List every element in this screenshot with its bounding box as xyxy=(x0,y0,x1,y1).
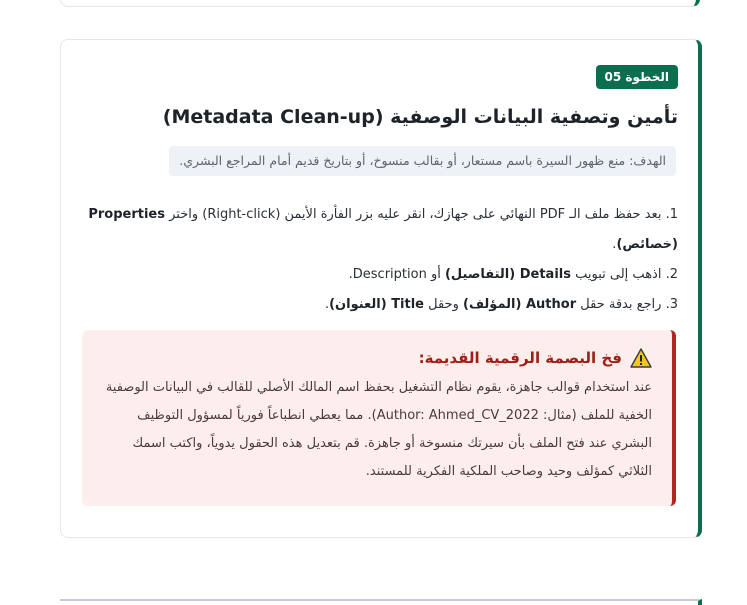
instruction-list xyxy=(78,200,678,320)
list-item-bold: Author (المؤلف) xyxy=(463,297,577,312)
goal-box: الهدف: منع ظهور السيرة باسم مستعار، أو بقالب منسوخ، أو بتاريخ قديم أمام المراجع البشري. xyxy=(169,146,676,176)
list-item-suffix: . xyxy=(612,237,617,252)
previous-step-card xyxy=(60,0,700,7)
step-card xyxy=(60,39,702,538)
list-item-text: 1. بعد حفظ ملف الـ PDF النهائي على جهازك، انقر عليه بزر الفأرة الأيمن (Right-click) واختر xyxy=(164,207,678,222)
list-item-middle: وحقل xyxy=(424,297,463,312)
warning-body: عند استخدام قوالب جاهزة، يقوم نظام التشغيل بحفظ اسم المالك الأصلي للقالب في البيانات الوصفية الخفية للملف (مثال: Author: Ahmed_CV_2022). مما يعطي انطباعاً فورياً لمسؤول التوظيف البشري عند فتح الملف بأن سيرتك منسوخة أو جاهزة. قم بتعديل هذه الحقول يدوياً، واكتب اسمك الثلاثي كمؤلف وحيد وصاحب الملكية الفكرية للمستند. xyxy=(105,380,652,479)
list-item xyxy=(78,260,678,290)
step-title: تأمين وتصفية البيانات الوصفية (Metadata Clean-up) xyxy=(162,106,678,128)
list-item xyxy=(78,200,678,260)
list-item-suffix: . xyxy=(324,297,330,312)
warning-title: فخ البصمة الرقمية القديمة: xyxy=(418,349,622,367)
list-item-text: 2. اذهب إلى تبويب xyxy=(570,267,678,282)
warning-triangle-icon xyxy=(630,348,652,368)
warning-box xyxy=(82,330,676,506)
warning-heading xyxy=(102,348,652,368)
list-item-suffix: أو Description. xyxy=(348,267,445,282)
next-step-card xyxy=(60,599,702,605)
list-item-bold: Details (التفاصيل) xyxy=(444,267,571,282)
list-item xyxy=(78,290,678,320)
list-item-bold: Properties (خصائص) xyxy=(88,207,678,252)
step-badge: الخطوة 05 xyxy=(596,65,678,89)
list-item-text: 3. راجع بدقة حقل xyxy=(576,297,678,312)
list-item-bold-2: Title (العنوان) xyxy=(329,297,424,312)
